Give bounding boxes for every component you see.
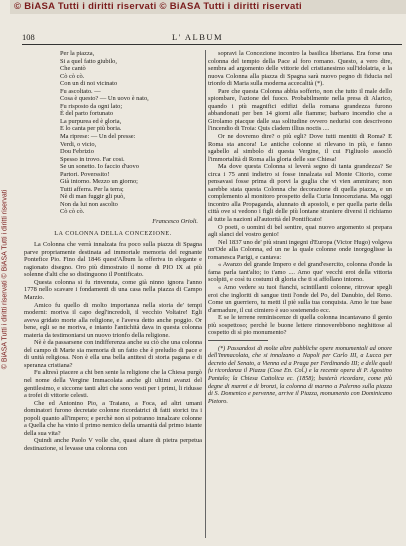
journal-title: L' ALBUM — [172, 32, 224, 42]
page-number: 108 — [22, 32, 35, 42]
poem-line: Si a quel fatto giubilo, — [60, 57, 117, 65]
column-divider — [205, 50, 206, 538]
article-paragraph: O poeti, o uomini di bel sentire, quai nuovo argomento si prepara agli slanci del vostro genio! — [208, 223, 392, 239]
page-header — [22, 30, 402, 45]
left-column — [24, 50, 202, 452]
poem-line: Fu ascoltato. — — [60, 87, 101, 95]
article-paragraph: Pare che questa Colonna abbia sofferto, non che tutto il male dello spiombare, l'azione del fuoco. Probabilmente nella presa di Alarico, quando i più magnifici edifizi della romana grandezza furono abbandonati per ben 14 giorni alle fiamme; barbaro incendio che a Girolamo piacque dalle sua solitudine ovvero nedurisi con descrivono l'incendio di Troia: Quis cladem illius noctis .... — [208, 87, 392, 133]
article-paragraph: Ma dove questa Colonna si leverà segno di tanta grandezza? Se circa i 75 anni indietro si fosse innalzata sul Monte Citorio, come pensavasi fosse prima di porvi la guglia che vi vien ammirare; non sarebbe stata questa Colonna che decorazione di quella piazza, e un complemento al monitoro prospetto della Curia Innocenziana. Ma oggi incontro alla Propaganda, alunnato di apostoli, e per quella parte della città ove si vedono i figli delle più lontane straniere diversi il richiamo al tutte la nazioni all'autorità del Pontificato! — [208, 163, 392, 224]
article-paragraph: Fu altresì piacere a chi ben sente la religione che la Chiesa purgò nel nome della Vergine Immacolata anche gli ultimi avanzi del gentilesimo, e siccome tanti altri che sono vesti per i primi, li ridusse a trofei di vittorie celesti. — [24, 369, 202, 400]
watermark-banner: © BiASA Tutti i diritti riservati © BiASA Tutti i diritti riservati — [10, 0, 406, 14]
poem-line: La purpurea ed è gloria, — [60, 117, 122, 125]
footnote-rule — [208, 340, 268, 341]
poem — [24, 50, 202, 216]
right-column — [208, 50, 392, 405]
article-paragraph: La Colonna che verrà innalzata fra poco sulla piazza di Spagna parve propriamente destinata ad immortale memoria del regnante Pontefice Pio. Fino dal 1846 quest'Album la offeriva in elegante e ragionato disegno. Oro più dimostrato il nome di PIO IX ai più solenne d'alti che so distinguono il Pontificato. — [24, 241, 202, 279]
poem-line: Se un sonetto. Io faccio d'uovo — [60, 163, 139, 171]
section-title: LA COLONNA DELLA CONCEZIONE. — [54, 229, 172, 237]
poem-line: Tutti afferra. Per la terra; — [60, 185, 124, 193]
article-paragraph: sopravi la Concezione incontro la basilica liberiana. Era forse una colonna del tempio della Pace al foro romano. Questo, a vero dire, sembra ad argomento delle vittorie del cristianesimo sull'idolatria, e la nuova Colonna alla piazza di Spagna sarà nuovo pegno di fiducia nel trionfo di Maria sulla moderna accecalità (*). — [208, 50, 392, 88]
poem-line: Ma riprese: — Un del presse: — [60, 133, 136, 141]
poem-line: Spesso in trovo. Far cosi. — [60, 155, 125, 163]
poem-author: Francesco Orioli. — [152, 218, 198, 226]
article-paragraph: Nel 1837 uno de' più strani ingegni d'Europa (Victor Hugo) volgeva un'Ode alla Colonna, ed un ne la quale colonne onde inorgoglisse la romanesca Parigi, e cantava: — [208, 238, 392, 261]
right-article-body — [208, 50, 392, 337]
article-paragraph: Che ed Antonino Pio, a Traiano, a Foca, ad altri umani dominatori furono decretate colonne ricordatrici di fatti storici tra i popoli quanto all'impero; e perchè non si potranno innalzare colonne a Quella che ha vinto il primo nemico della umanità dal primo istante della sua vita? — [24, 399, 202, 437]
poem-line: Con un di noi vicinato — [60, 80, 118, 88]
poem-line: Non da lui non ascolto — [60, 200, 118, 208]
poem-line: Cosa è questo? — Un uovo è nato, — [60, 95, 149, 103]
poem-line: Per la piazza, — [60, 50, 95, 57]
poem-line: Fu risposto da ogni lato; — [60, 102, 123, 110]
poem-line: Dou Febrizio — [60, 148, 94, 156]
footnote: (*) Passandosi di molte altre pubbliche opere monumentali ad onore dell'Immacolata, che si innalzano a Napoli per Carlo III, a Lucca per decreto del Senato, a Vienna ed a Praga per Ferdinando III; e delle quali fu ricordanza il Piazza (Cose En. Col.) e la recente opera di P. Agostino Pantalo; la Chiesa Cattolica ec. (1858); basterà ricordare, come più degne di marmi e di bronzi, la colonna di marmo a Palermo sulla piazza di S. Domenico e pervenne, arrive il Piazza, monumento con Dominicano Pietoro. — [208, 344, 392, 405]
poem-line: È del parto fortunato — [60, 110, 114, 118]
side-watermark — [1, 18, 10, 542]
poem-line: Nè di man fuggir gli può, — [60, 193, 125, 201]
poem-line: Che cantò — [60, 65, 86, 73]
article-paragraph: Amico fu quello di molto importanza nella storia de' tempi moderni: moriva il capo degl'incredoli, il vecchio Voltaire! Egli aveva gridato morte alla religione, e l'aveva detto anche poggio. Or bene, egli se ne moriva, e intanto l'antichità dava in questa colonna materia da testimoniarsi un nuovo trionfo della religione. — [24, 301, 202, 339]
article-paragraph: « Amo vedere su tuoi fianchi, scintillanti colonne, ritrovar spegli eroi che ingloriti di sangue tinti l'onde del Po, del Danubio, del Reno. Come un guerriero, tu metti il piè sulla tua conquista. Amo le tue base d'armadure, il cui cimiero è suo sostenendo ecc. — [208, 283, 392, 314]
article-paragraph: Questa colonna si fu rinvenuta, come già ninno ignora l'anno 1778 nello scavare i fondamenti di una casa nella piazza di Campo Marzio. — [24, 278, 202, 301]
article-paragraph: Quindi anche Paolo V volle che, quasi altare di pietra perpetua destinazione, si levasse una colonna con — [24, 437, 202, 452]
poem-line: Già intorno. Mezzo un giorno; — [60, 178, 138, 186]
poem-line: Cò cò cò. — [60, 72, 85, 80]
poem-line: Partori. Poverssito! — [60, 170, 110, 178]
left-article-body — [24, 241, 202, 452]
poem-line: E lo canta per più boria. — [60, 125, 122, 133]
article-paragraph: Or ne dovremo dire? o più egli? Dove tutti mentiti di Roma? E Roma sta ancora! Le antiche colonne si rilevano in più, e fanno sgabello al simbolo di questa Vergine, il cui Figliuolo assoclò l'immortalità di Roma alla gloria delle sue Chiesa! — [208, 133, 392, 163]
article-paragraph: E se le terrene reminiscenze di quella colonna incantavano il genio più sospettoso; perchè le buone lettere rinnoverebbono neghittose al cospetto di sì pio monumento? — [208, 314, 392, 337]
poem-line: Verdi, o vicio, — [60, 140, 97, 148]
side-watermark-text: © BiASA Tutti i diritti riservati © BiASA Tutti i diritti riservati — [1, 189, 9, 370]
article-paragraph: « Avanzo del grande Impero e del grand'esercito, colonna d'onde la fama parla tant'alto; io t'amo .... Amo que' vecchi eroi della vittoria scolpiti, e così tu costumi di gloria che ti si affollano intorno. — [208, 261, 392, 284]
article-paragraph: Nè è da passarsene con indifferenza anche su ciò che una colonna del campo di Marte sia memoria di un fatto che è preludio di pace e di unità religiosa. Non è ella una bella antitesi di storia pagana e di speranza cristiana? — [24, 339, 202, 369]
poem-line: Cò cò cò. — [60, 208, 85, 216]
